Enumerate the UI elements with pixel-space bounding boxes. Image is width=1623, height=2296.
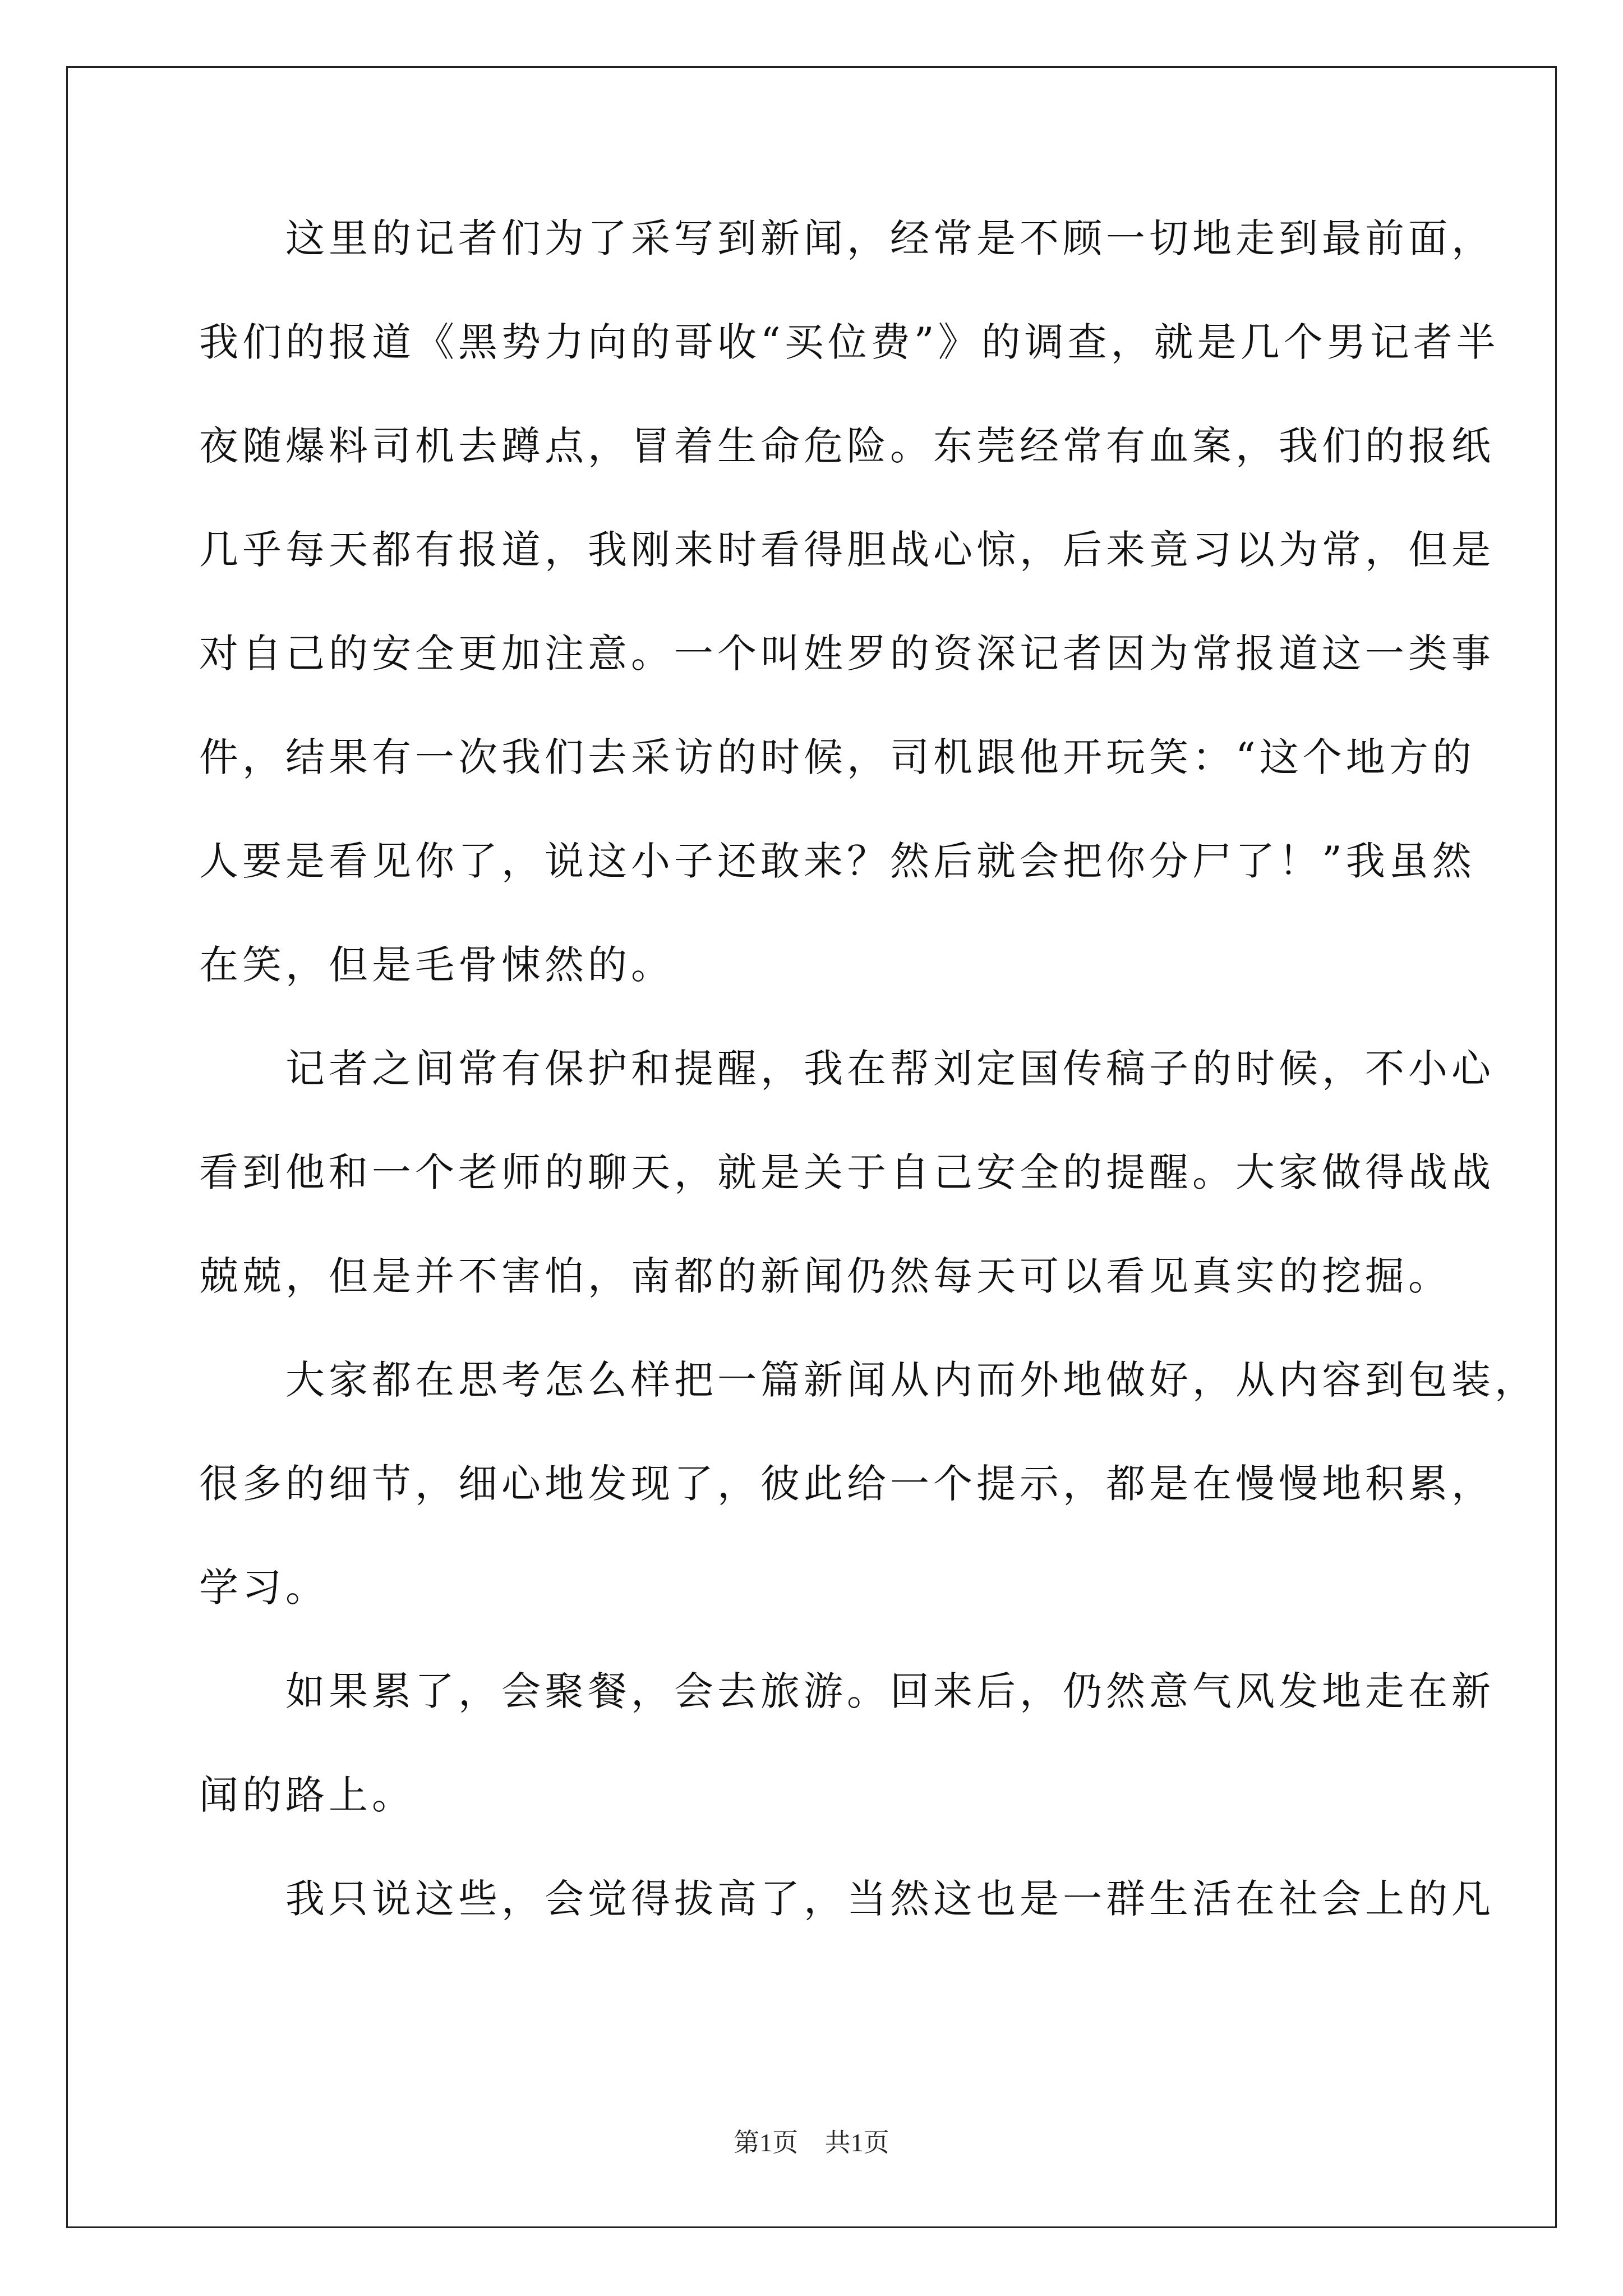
text-line: 对自己的安全更加注意。一个叫姓罗的资深记者因为常报道这一类事 [199,631,1495,677]
text-line: 看到他和一个老师的聊天，就是关于自己安全的提醒。大家做得战战 [199,1149,1495,1195]
text-line: 大家都在思考怎么样把一篇新闻从内而外地做好，从内容到包装， [199,1357,1538,1403]
text-line: 几乎每天都有报道，我刚来时看得胆战心惊，后来竟习以为常，但是 [199,527,1495,573]
text-line: 闻的路上。 [199,1772,415,1818]
text-line: 很多的细节，细心地发现了，彼此给一个提示，都是在慢慢地积累， [199,1461,1495,1507]
text-line: 如果累了，会聚餐，会去旅游。回来后，仍然意气风发地走在新 [199,1668,1495,1714]
text-line: 在笑，但是毛骨悚然的。 [199,942,674,988]
page-total: 共1页 [824,2128,889,2157]
page-footer [0,2126,1623,2160]
text-line: 我只说这些，会觉得拔高了，当然这也是一群生活在社会上的凡 [199,1876,1495,1922]
page-number: 第1页 [734,2128,799,2157]
text-line: 记者之间常有保护和提醒，我在帮刘定国传稿子的时候，不小心 [199,1046,1495,1092]
text-line: 学习。 [199,1565,329,1611]
text-line: 兢兢，但是并不害怕，南都的新闻仍然每天可以看见真实的挖掘。 [199,1253,1451,1299]
text-line: 夜随爆料司机去蹲点，冒着生命危险。东莞经常有血案，我们的报纸 [199,423,1495,469]
text-line: 件，结果有一次我们去采访的时候，司机跟他开玩笑：“这个地方的 [199,734,1476,780]
text-line: 人要是看见你了，说这小子还敢来？然后就会把你分尸了！”我虽然 [199,838,1476,884]
text-line: 这里的记者们为了采写到新闻，经常是不顾一切地走到最前面， [199,215,1495,261]
text-line: 我们的报道《黑势力向的哥收“买位费”》的调查，就是几个男记者半 [199,319,1500,365]
